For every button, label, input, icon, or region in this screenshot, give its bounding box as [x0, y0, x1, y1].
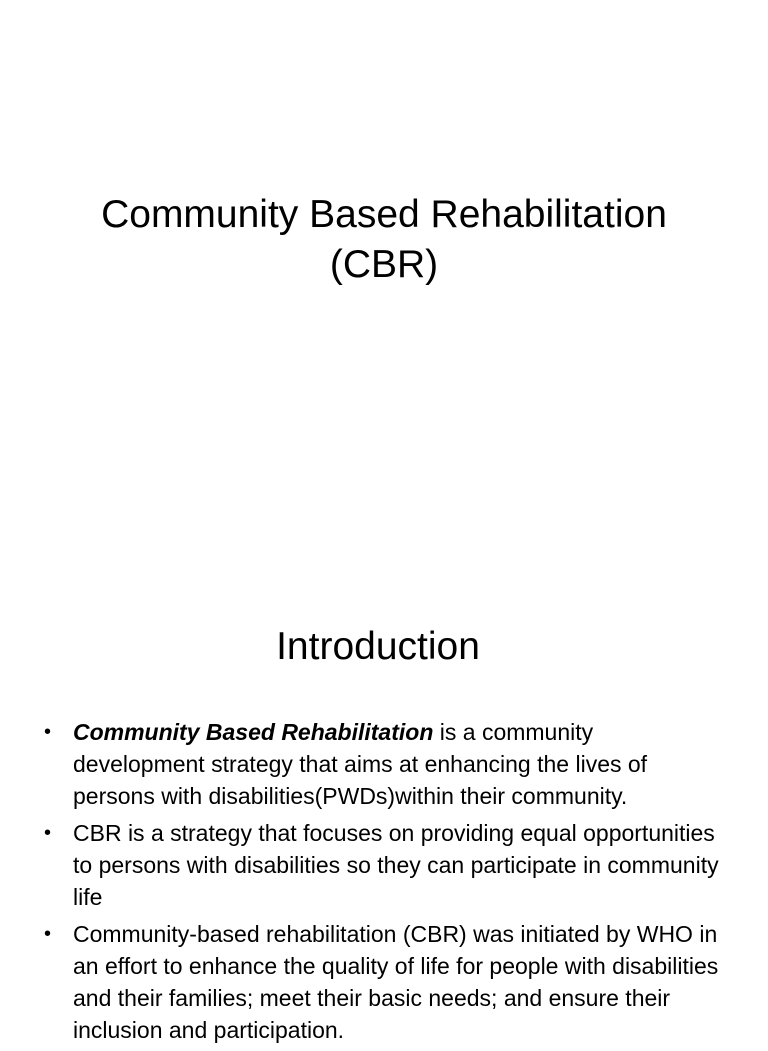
- bullet-icon: •: [44, 721, 52, 743]
- bullet-item: [0, 817, 768, 913]
- bullet-icon: •: [44, 822, 52, 844]
- bullet-bold-term: Community Based Rehabilitation: [73, 719, 434, 745]
- slide-heading: Introduction: [276, 625, 480, 668]
- presentation-title: [0, 190, 768, 290]
- bullet-text: is a community development strategy that aims at enhancing the lives of persons with disabilities(PWDs)within their community.: [73, 719, 648, 809]
- bullet-text: Community-based rehabilitation (CBR) was initiated by WHO in an effort to enhance the quality of life for people with disabilities and their families; meet their basic needs; and ensure their inclusion and participation.: [73, 921, 719, 1043]
- introduction-slide: [0, 576, 768, 1043]
- title-line-2: (CBR): [329, 243, 439, 286]
- bullet-icon: •: [44, 923, 52, 945]
- bullet-list: [0, 716, 768, 1051]
- bullet-item: [0, 716, 768, 812]
- bullet-item: [0, 918, 768, 1046]
- title-line-1: Community Based Rehabilitation: [101, 193, 667, 236]
- bullet-text: CBR is a strategy that focuses on providing equal opportunities to persons with disabilities so they can participate in community life: [73, 820, 719, 910]
